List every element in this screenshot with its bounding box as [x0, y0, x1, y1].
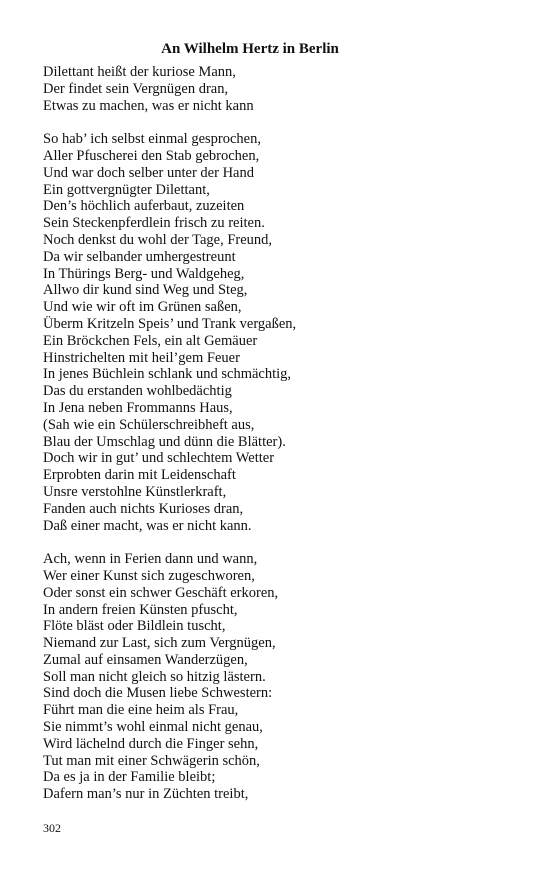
poem-line: Das du erstanden wohlbedächtig: [43, 383, 232, 400]
poem-line: Dafern man’s nur in Züchten treibt,: [43, 786, 249, 803]
poem-line: Erprobten darin mit Leidenschaft: [43, 467, 236, 484]
poem-line: Und war doch selber unter der Hand: [43, 164, 254, 181]
poem-line: Fanden auch nichts Kurioses dran,: [43, 500, 244, 517]
poem-line: Sind doch die Musen liebe Schwestern:: [43, 685, 273, 702]
poem-line: Sein Steckenpferdlein frisch zu reiten.: [43, 215, 265, 232]
poem-title: An Wilhelm Hertz in Berlin: [161, 41, 339, 57]
poem-line: Überm Kritzeln Speis’ und Trank vergaßen,: [43, 315, 297, 332]
poem-line: Tut man mit einer Schwägerin schön,: [43, 752, 260, 769]
poem-line: In jenes Büchlein schlank und schmächtig,: [43, 366, 292, 383]
poem-line: Aller Pfuscherei den Stab gebrochen,: [43, 147, 260, 164]
poem-line: Noch denkst du wohl der Tage, Freund,: [43, 231, 273, 248]
poem-line: Ein Bröckchen Fels, ein alt Gemäuer: [43, 332, 258, 349]
poem-line: Ach, wenn in Ferien dann und wann,: [43, 551, 258, 568]
poem-line: Dilettant heißt der kuriose Mann,: [43, 64, 236, 80]
poem-line: Etwas zu machen, was er nicht kann: [43, 97, 254, 114]
poem-line: In Thürings Berg- und Waldgeheg,: [43, 265, 245, 282]
stanza: [43, 131, 523, 534]
poem-line: Den’s höchlich auferbaut, zuzeiten: [43, 198, 245, 215]
poem-line: Und wie wir oft im Grünen saßen,: [43, 299, 242, 316]
poem-line: Wird lächelnd durch die Finger sehn,: [43, 735, 259, 752]
poem-line: Allwo dir kund sind Weg und Steg,: [43, 282, 248, 299]
poem-line: Oder sonst ein schwer Geschäft erkoren,: [43, 584, 279, 601]
poem-line: Unsre verstohlne Künstlerkraft,: [43, 483, 227, 500]
poem-line: Doch wir in gut’ und schlechtem Wetter: [43, 450, 275, 467]
stanza: [43, 64, 523, 114]
poem-line: Daß einer macht, was er nicht kann.: [43, 517, 252, 534]
poem-line: Niemand zur Last, sich zum Vergnügen,: [43, 635, 276, 652]
poem-line: Ein gottvergnügter Dilettant,: [43, 181, 210, 198]
poem-line: So hab’ ich selbst einmal gesprochen,: [43, 131, 261, 148]
poem-line: Soll man nicht gleich so hitzig lästern.: [43, 668, 266, 685]
poem-line: Führt man die eine heim als Frau,: [43, 702, 239, 719]
poem-line: Der findet sein Vergnügen dran,: [43, 80, 229, 97]
poem-line: Da es ja in der Familie bleibt;: [43, 769, 216, 786]
stanza: [43, 551, 523, 803]
poem-line: Sie nimmt’s wohl einmal nicht genau,: [43, 719, 263, 736]
poem-line: Flöte bläst oder Bildlein tuscht,: [43, 618, 226, 635]
poem-line: In Jena neben Frommanns Haus,: [43, 399, 233, 416]
poem-line: Zumal auf einsamen Wanderzügen,: [43, 651, 248, 668]
poem-line: Blau der Umschlag und dünn die Blätter).: [43, 433, 286, 450]
poem-line: In andern freien Künsten pfuscht,: [43, 601, 238, 618]
poem-body: [43, 64, 523, 820]
poem-line: Wer einer Kunst sich zugeschworen,: [43, 567, 255, 584]
page-number: 302: [43, 821, 61, 835]
poem-line: Hinstrichelten mit heil’gem Feuer: [43, 349, 240, 366]
poem-line: (Sah wie ein Schülerschreibheft aus,: [43, 416, 255, 433]
poem-line: Da wir selbander umhergestreunt: [43, 248, 236, 265]
